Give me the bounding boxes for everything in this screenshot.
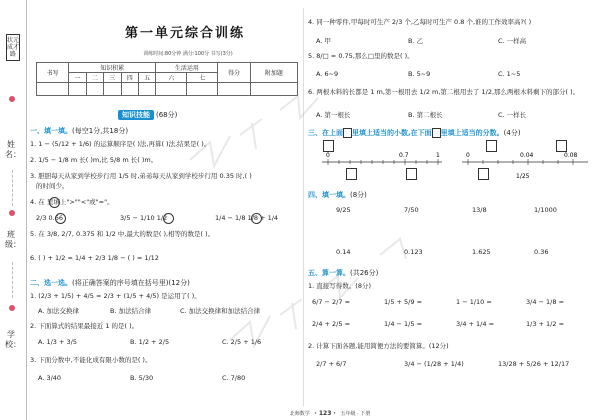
knowledge-heading-label: 知识技能: [118, 110, 154, 120]
choice-2-option-a[interactable]: A. 1/3 + 3/5: [38, 338, 77, 346]
choice-2-option-c[interactable]: C. 2/5 + 1/6: [222, 338, 262, 346]
score-sub: 二: [86, 73, 103, 83]
choice-4-option-a[interactable]: A. 甲: [316, 37, 331, 45]
watermark-stroke: [280, 96, 318, 118]
watermark-graphic: [150, 40, 570, 400]
score-col-bonus: 附加题: [250, 63, 297, 83]
fraction-item: 7/50: [404, 206, 419, 214]
score-cell[interactable]: [121, 83, 138, 96]
section-3-end: 里填上适当的分数。: [440, 129, 504, 137]
compare-item-a: 2/3 0.66: [36, 214, 63, 222]
score-sub: 四: [121, 73, 138, 83]
cut-line: [12, 262, 13, 298]
footer-book: 北师数学: [289, 411, 310, 417]
watermark-stroke: [380, 239, 406, 259]
binding-strip: [0, 0, 27, 420]
oral-calc-item: 2/4 + 2/5 =: [312, 320, 351, 328]
choice-2-option-b[interactable]: B. 1/2 + 2/5: [130, 338, 170, 346]
choice-4-option-c[interactable]: C. 一样高: [498, 37, 527, 45]
choice-6: 6. 两根木料的长都是 1 m,第一根用去 1/2 m,第二根用去了 1/2,那么两根木料剩下的部分( )。: [308, 88, 580, 96]
decimal-item: 0.14: [336, 248, 351, 256]
watermark-stroke: [230, 316, 270, 346]
number-line-2-label-0: 0: [466, 152, 470, 159]
choice-6-option-c[interactable]: C. 一样长: [498, 111, 527, 119]
page-footer: [220, 410, 440, 417]
choice-1-option-a[interactable]: A. 加法交换律: [38, 307, 79, 315]
number-line-2-fraction-label: 1/25: [516, 173, 530, 180]
calc-2-title: 2. 计算下面各题,能用简便方法的要简算。: [308, 342, 429, 350]
page-title: 第一单元综合训练: [124, 26, 245, 41]
oral-calc-item: 6/7 − 2/7 =: [312, 298, 351, 306]
number-line-1-label-1: 1: [436, 152, 440, 159]
section-1-points: (每空1分,共18分): [72, 127, 129, 135]
hole-mark: [9, 210, 15, 216]
exam-info: 训练时间:80分钟 满分:100分 书写(3分): [143, 51, 233, 57]
decimal-item: 1.625: [472, 248, 491, 256]
fraction-item: 1/1000: [534, 206, 557, 214]
decimal-item: 0.36: [534, 248, 549, 256]
score-cell[interactable]: [37, 83, 69, 96]
oral-calc-item: 1/5 + 5/9 =: [384, 298, 423, 306]
section-1-heading: [30, 126, 128, 136]
score-col-knowledge: 知识积累: [69, 63, 156, 73]
section-4-title: 四、填一填。: [308, 191, 350, 199]
score-col-writing: 书写: [37, 63, 69, 83]
calc-1-title: 1. 直接写得数。: [308, 282, 356, 290]
decimal-item: 0.123: [404, 248, 423, 256]
choice-4-option-b[interactable]: B. 乙: [408, 37, 424, 45]
oral-calc-item: 1/3 + 1/2 =: [526, 320, 565, 328]
choice-4: 4. 同一种零件,甲每时可生产 2/3 个,乙每时可生产 0.8 个,谁的工作效率高?( ): [308, 18, 532, 26]
oral-calc-item: 1 − 1/10 =: [456, 298, 492, 306]
number-line-2-label-008: 0.08: [564, 152, 578, 159]
section-1-title: 一、填一填。: [30, 127, 72, 135]
score-sub: 五: [138, 73, 155, 83]
watermark-stroke: [320, 276, 358, 298]
question-1-1: 1. 1 − (5/12 + 1/6) 的运算顺序是( )法,再算( )法,结果是( )。: [30, 140, 211, 148]
knowledge-points: (68分): [156, 111, 178, 119]
question-1-3-cont: 的时间少。: [36, 182, 69, 190]
choice-5-option-b[interactable]: B. 5~9: [408, 70, 431, 78]
score-cell[interactable]: [69, 83, 86, 96]
choice-6-option-b[interactable]: B. 第二根长: [408, 111, 443, 119]
footer-grade: 五年级 · 下册: [340, 411, 371, 417]
compare-circle-answer[interactable]: [55, 213, 66, 224]
section-5-title: 五、算一算。: [308, 269, 350, 277]
section-3-title: 三、在上面: [308, 129, 343, 137]
number-line-1-label-0: 0: [326, 152, 330, 159]
section-5-points: (共26分): [350, 269, 379, 277]
section-3-mid: 里填上适当的小数,在下面: [352, 129, 432, 137]
page-number: · 123 ·: [314, 410, 336, 417]
watermark-stroke: [280, 299, 302, 329]
number-line-2-label-004: 0.04: [520, 152, 534, 159]
question-1-6: 6. ( ) + 1/2 = 1/4 + 2/3 1/8 − ( ) = 1/12: [30, 254, 159, 262]
calc-1-points: (8分): [355, 282, 371, 290]
question-1-4: 4. 在 里填上">""<"或"="。: [30, 198, 114, 206]
name-field-label: 姓名：: [5, 140, 21, 159]
hole-mark: [9, 96, 15, 102]
choice-3: 3. 下面分数中,不能化成有限小数的是( )。: [30, 356, 152, 364]
choice-3-option-c[interactable]: C. 7/80: [222, 374, 246, 382]
choice-1-option-b[interactable]: B. 加法结合律: [110, 307, 152, 315]
choice-3-option-b[interactable]: B. 5/30: [130, 374, 154, 382]
hole-mark: [9, 305, 15, 311]
choice-5-option-c[interactable]: C. 1~5: [498, 70, 521, 78]
written-calc-item: 13/28 + 5/26 + 12/17: [498, 360, 570, 368]
question-1-2: 2. 1/5 − 1/8 m 长( )m,比 5/8 m 长( )m。: [30, 156, 158, 164]
cut-line: [12, 170, 13, 206]
choice-6-option-a[interactable]: A. 第一根长: [316, 111, 351, 119]
oral-calc-item: 3/4 − 1/8 =: [526, 298, 565, 306]
compare-circle-icon: [49, 197, 60, 208]
class-field-label: 班级：: [5, 230, 21, 249]
score-cell[interactable]: [104, 83, 121, 96]
score-col-application: 生活运用: [156, 63, 218, 73]
question-1-5: 5. 在 3/8, 2/7, 0.375 和 1/2 中,最大的数是( ),相等的数是( )。: [30, 230, 215, 238]
section-2-title: 二、选一选。: [30, 279, 72, 287]
number-line-1-label-07: 0.7: [399, 152, 409, 159]
choice-3-option-a[interactable]: A. 3/40: [38, 374, 62, 382]
choice-5-option-a[interactable]: A. 6~9: [316, 70, 339, 78]
compare-item-b: 3/5 − 1/10 1/2: [120, 214, 168, 222]
oral-calc-item: 3/4 + 1/4 =: [456, 320, 495, 328]
watermark-stroke: [190, 136, 230, 166]
watermark-stroke: [240, 119, 262, 149]
fraction-item: 13/8: [472, 206, 487, 214]
section-4-points: (8分): [350, 191, 367, 199]
school-field-label: 学校：: [5, 330, 21, 349]
compare-item-c: 1/4 − 1/8 1/8 + 1/4: [215, 214, 279, 222]
section-3-points: (4分): [503, 129, 521, 137]
calc-2-points: (12分): [428, 342, 449, 350]
written-calc-item: 2/7 + 6/7: [316, 360, 347, 368]
written-calc-item: 3/4 − (1/28 + 1/4): [404, 360, 464, 368]
score-sub: 三: [104, 73, 121, 83]
score-col-total: 得分: [218, 63, 250, 83]
choice-2: 2. 下面算式的结果最接近 1 的是( )。: [30, 322, 139, 330]
choice-5: 5. 8/□ = 0.75,那么□里的数是( )。: [308, 52, 414, 60]
score-sub: 一: [69, 73, 86, 83]
score-sub: 七: [187, 73, 218, 83]
score-cell[interactable]: [86, 83, 103, 96]
oral-calc-item: 1/4 − 1/5 =: [384, 320, 423, 328]
choice-1-option-c[interactable]: C. 加法交换律和加法结合律: [180, 307, 261, 315]
section-2-points: (将正确答案的序号填在括号里)(12分): [72, 279, 190, 287]
question-1-3: 3. 胆胆每天从家到学校步行用 1/5 时,弟弟每天从家到学校步行用 0.35 时,( ): [30, 172, 252, 180]
score-sub: 六: [156, 73, 187, 83]
choice-1: 1. (2/3 + 1/5) + 4/5 = 2/3 + (1/5 + 4/5) 是运用了( )。: [30, 292, 201, 300]
publisher-tag: 状元成才路: [6, 34, 20, 61]
fraction-item: 9/25: [336, 206, 351, 214]
